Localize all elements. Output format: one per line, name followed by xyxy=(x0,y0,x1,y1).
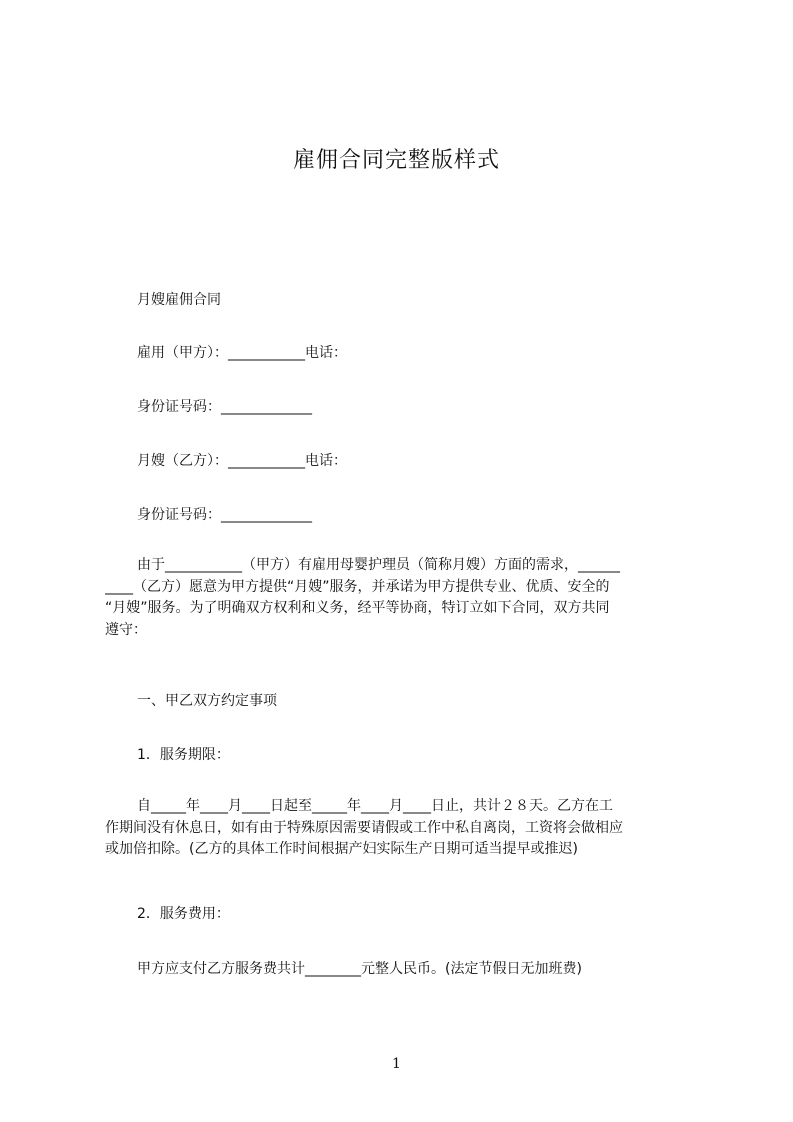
document-title: 雇佣合同完整版样式 xyxy=(292,148,500,173)
item-heading-service-period: 1．服务期限： xyxy=(137,747,230,763)
party-b-line: 月嫂（乙方）：___________电话： xyxy=(137,453,347,469)
preamble-line: ____（乙方）愿意为甲方提供“月嫂”服务，并承诺为甲方提供专业、优质、安全的 xyxy=(105,578,610,595)
party-a-id-line: 身份证号码：_____________ xyxy=(137,399,312,415)
party-b-id-line: 身份证号码：_____________ xyxy=(137,507,312,523)
preamble-line: 由于___________（甲方）有雇用母婴护理员（简称月嫂）方面的需求，______ xyxy=(137,557,620,573)
service-fee-text: 甲方应支付乙方服务费共计________元整人民币。(法定节假日无加班费) xyxy=(137,961,582,977)
party-a-line: 雇用（甲方）：___________电话： xyxy=(137,345,347,361)
paragraph-line: 自_____年____月____日起至_____年____月____日止，共计２８天。乙方在工 xyxy=(137,798,613,814)
contract-name: 月嫂雇佣合同 xyxy=(137,292,221,308)
preamble-paragraph xyxy=(105,555,703,641)
section-heading: 一、甲乙双方约定事项 xyxy=(137,693,277,709)
item-heading-service-fee: 2．服务费用： xyxy=(137,906,230,922)
paragraph-line: 作期间没有休息日，如有由于特殊原因需要请假或工作中私自离岗，工资将会做相应 xyxy=(105,819,623,836)
paragraph-line: 或加倍扣除。(乙方的具体工作时间根据产妇实际生产日期可适当提早或推迟) xyxy=(105,841,578,857)
service-period-paragraph xyxy=(105,796,703,861)
preamble-line: “月嫂”服务。为了明确双方权利和义务，经平等协商，特订立如下合同，双方共同 xyxy=(105,600,610,616)
preamble-line: 遵守： xyxy=(105,621,147,638)
page-number: 1 xyxy=(392,1056,401,1072)
